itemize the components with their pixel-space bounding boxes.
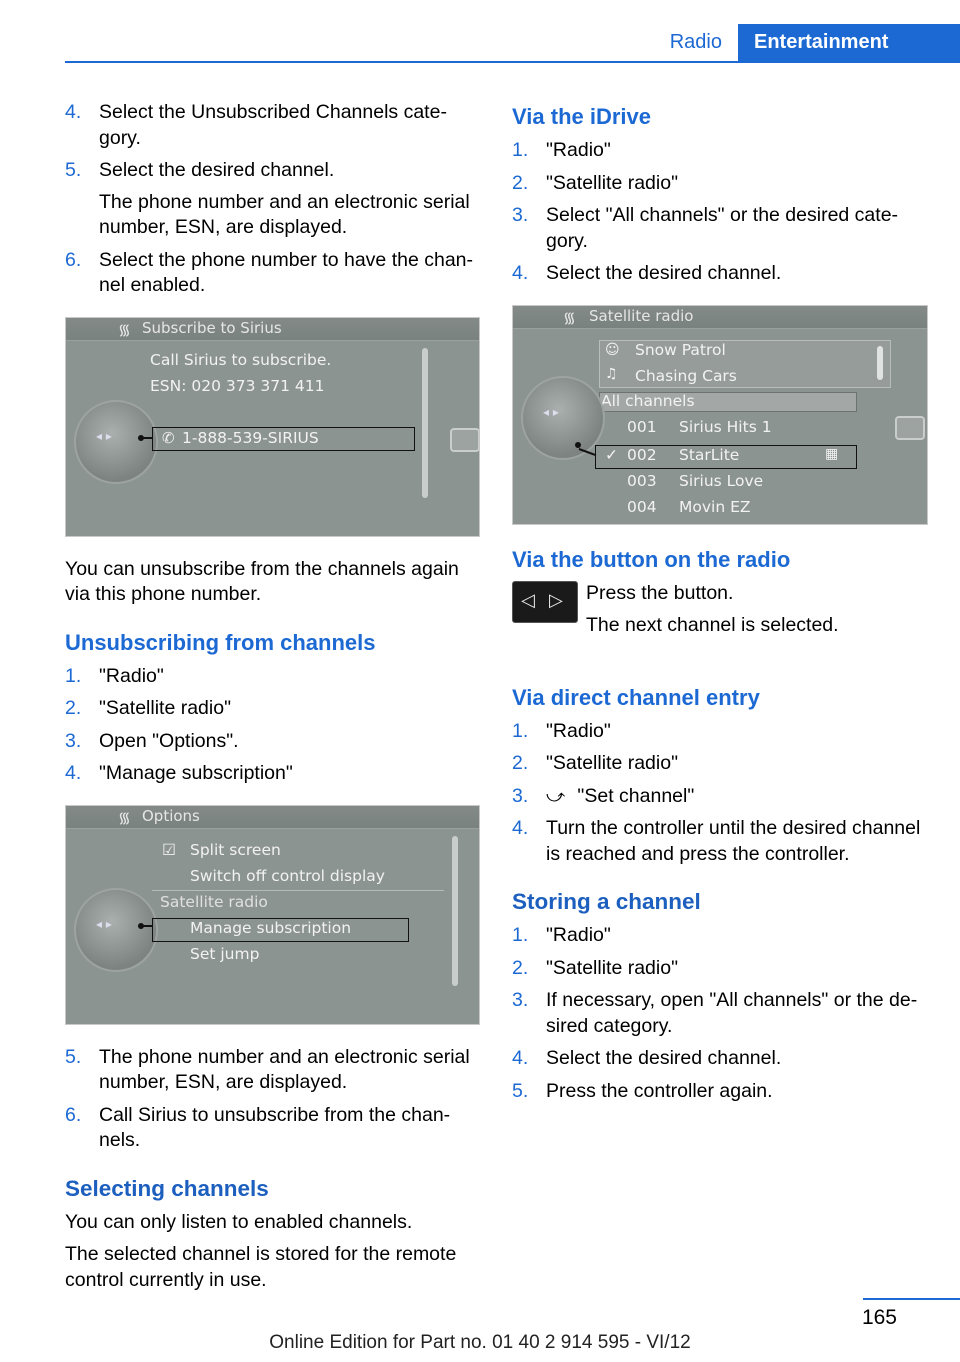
artist-icon: ☺ (605, 341, 620, 358)
menu-group-label: Satellite radio (160, 892, 268, 911)
list-item: 3. If necessary, open "All channels" or the de-sired category. (512, 989, 918, 1037)
list-item: 6. Call Sirius to unsubscribe from the chan-nels. (65, 1103, 451, 1151)
song-title: Chasing Cars (635, 366, 737, 385)
heading-button: Via the button on the radio (512, 546, 791, 572)
preset-icon: ▦ (825, 445, 839, 462)
paragraph: The next channel is selected. (586, 613, 839, 636)
header-rule (65, 61, 960, 63)
list-item: 2. "Satellite radio" (512, 752, 678, 774)
channel-number: 003 (627, 471, 657, 490)
signal-icon: ᯾ (118, 808, 131, 827)
screen-title: Satellite radio (589, 306, 694, 325)
radio-button-icon (512, 581, 578, 623)
heading-idrive: Via the iDrive (512, 104, 651, 129)
list-item: 4. "Manage subscription" (65, 762, 293, 784)
channel-number: 001 (627, 417, 657, 436)
list-item: 5. Select the desired channel. The phone number and an electronic serial number, ESN, are displayed. (65, 159, 470, 238)
check-icon: ✓ (605, 445, 618, 464)
menu-item[interactable]: Switch off control display (190, 866, 385, 885)
channel-name[interactable]: Sirius Hits 1 (679, 417, 772, 436)
left-column (65, 100, 480, 1300)
screen-line: Call Sirius to subscribe. (150, 350, 332, 369)
phone-number[interactable]: 1-888-539-SIRIUS (182, 428, 319, 447)
list-item: 4. Select the Unsubscribed Channels cate-gory. (65, 101, 447, 149)
arrows-icon: ◂ ▸ (96, 428, 112, 443)
split-screen-icon: ☑ (162, 840, 176, 859)
signal-icon: ᯾ (563, 308, 576, 327)
channel-name[interactable]: Movin EZ (679, 497, 751, 516)
heading-selecting: Selecting channels (65, 1175, 269, 1201)
footer-rule (863, 1298, 960, 1300)
artist-name: Snow Patrol (635, 340, 726, 359)
controller-knob-icon (74, 400, 158, 484)
screen-title: Subscribe to Sirius (142, 318, 282, 337)
menu-item[interactable]: Split screen (190, 840, 281, 859)
set-channel-icon: ⤻ (546, 785, 566, 807)
controller-knob-icon (521, 376, 605, 460)
channel-number: 002 (627, 445, 657, 464)
steps-select-unsubscribed (65, 100, 480, 299)
paragraph: The selected channel is stored for the remote control currently in use. (65, 1243, 457, 1291)
button-instruction (512, 581, 930, 663)
screen-subscribe-to-sirius (65, 317, 480, 537)
paragraph: Press the button. (586, 581, 734, 604)
list-item: 4. Select the desired channel. (512, 1047, 782, 1069)
list-item: 3. Open "Options". (65, 729, 239, 752)
page-number: 165 (861, 1306, 897, 1329)
channel-number: 004 (627, 497, 657, 516)
steps-idrive (512, 138, 930, 287)
screen-title: Options (142, 806, 200, 825)
heading-direct-entry: Via direct channel entry (512, 684, 760, 710)
right-column (512, 100, 930, 1111)
music-note-icon: ♫ (605, 365, 618, 382)
list-item: 3. ⤻ "Set channel" (512, 784, 930, 810)
list-item: 1. "Radio" (65, 664, 164, 687)
side-menu-icon (895, 416, 925, 440)
arrows-icon: ◂ ▸ (96, 916, 112, 931)
list-item: 2. "Satellite radio" (65, 697, 231, 719)
side-menu-icon (450, 428, 480, 452)
screen-satellite-radio (512, 305, 928, 525)
list-item: 5. Press the controller again. (512, 1079, 773, 1102)
phone-icon: ✆ (162, 428, 175, 447)
steps-direct-entry (512, 719, 930, 868)
next-arrow-icon: ▷ (549, 589, 563, 611)
page-header (670, 24, 960, 62)
list-item: 3. Select "All channels" or the desired cate-gory. (512, 204, 899, 252)
channel-name[interactable]: Sirius Love (679, 471, 764, 490)
prev-arrow-icon: ◁ (521, 589, 535, 611)
category-all-channels[interactable]: All channels (601, 391, 695, 410)
list-item: 2. "Satellite radio" (512, 956, 678, 979)
heading-storing: Storing a channel (512, 889, 701, 914)
steps-unsubscribe (65, 664, 480, 787)
page-footer (0, 1292, 960, 1362)
signal-icon: ᯾ (118, 320, 131, 339)
list-item: 5. The phone number and an electronic serial number, ESN, are displayed. (65, 1045, 470, 1093)
channel-name[interactable]: StarLite (679, 445, 740, 464)
list-item: 2. "Satellite radio" (512, 171, 678, 194)
steps-storing (512, 923, 930, 1104)
arrows-icon: ◂ ▸ (543, 404, 559, 419)
controller-knob-icon (74, 888, 158, 972)
menu-item-selected[interactable]: Manage subscription (190, 918, 352, 937)
list-item: 1. "Radio" (512, 139, 611, 161)
list-item: 1. "Radio" (512, 924, 611, 946)
header-chapter: Entertainment (738, 24, 960, 62)
list-item: 6. Select the phone number to have the chan-nel enabled. (65, 248, 474, 296)
paragraph: You can unsubscribe from the channels again via this phone number. (65, 557, 459, 605)
menu-item[interactable]: Set jump (190, 944, 260, 963)
heading-unsubscribing: Unsubscribing from channels (65, 629, 376, 655)
steps-unsubscribe-cont (65, 1045, 480, 1154)
list-item: 4. Select the desired channel. (512, 262, 782, 284)
screen-esn: ESN: 020 373 371 411 (150, 376, 325, 395)
screen-options (65, 805, 480, 1025)
edition-note: Online Edition for Part no. 01 40 2 914 595 - VI/12 (269, 1332, 691, 1353)
list-item: 4. Turn the controller until the desired channel is reached and press the controller. (512, 817, 921, 865)
header-section: Radio (669, 31, 722, 53)
paragraph: You can only listen to enabled channels. (65, 1210, 413, 1233)
list-item: 1. "Radio" (512, 719, 611, 742)
